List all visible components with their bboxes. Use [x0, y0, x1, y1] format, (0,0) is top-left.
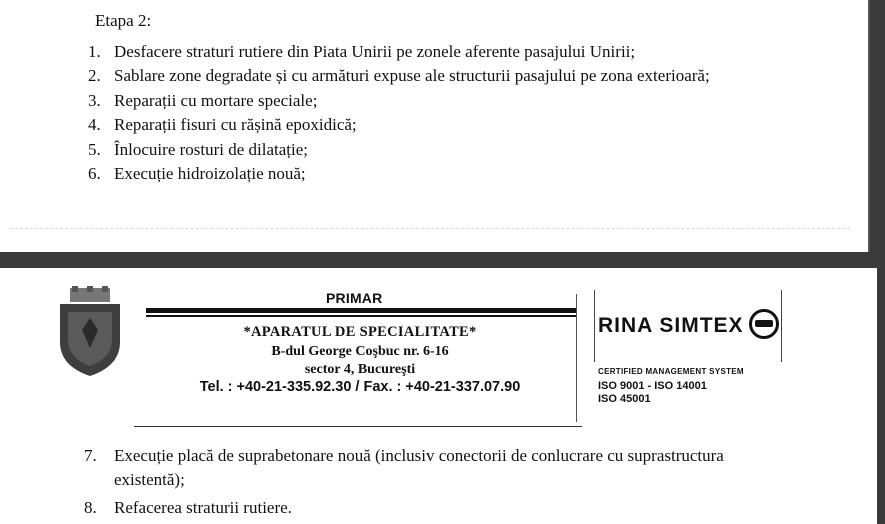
item-number: 7. [84, 446, 97, 465]
rina-simtex-logo: RINA SIMTEX [598, 314, 744, 337]
item-text: Execuție placă de suprabetonare nouă (inclusiv conectorii de conlucrare cu suprastructura existentă); [114, 446, 724, 489]
iso-standards: ISO 9001 - ISO 14001 [598, 380, 707, 392]
item-text: Sablare zone degradate și cu armături expuse ale structurii pasajului pe zona exterioară; [114, 66, 710, 86]
section-heading: Etapa 2: [95, 11, 152, 30]
item-text: Reparații fisuri cu rășină epoxidică; [114, 115, 357, 135]
certification-label: CERTIFIED MANAGEMENT SYSTEM [598, 367, 744, 376]
header-rule [146, 315, 576, 317]
list-item [88, 138, 710, 162]
address-line: B-dul George Coşbuc nr. 6-16 [271, 344, 449, 359]
item-text: Execuție hidroizolație nouă; [114, 163, 306, 183]
item-number: 1. [88, 42, 101, 61]
divider [576, 294, 577, 422]
list-item [84, 496, 784, 520]
list-item [84, 444, 784, 492]
org-name: *APARATUL DE SPECIALITATE* [243, 324, 477, 340]
list-item [88, 162, 710, 186]
contact-line: Tel. : +40-21-335.92.30 / Fax. : +40-21-337.07.90 [199, 379, 521, 395]
iso-standards: ISO 45001 [598, 393, 651, 405]
item-text: Desfacere straturi rutiere din Piata Unirii pe zonele aferente pasajului Unirii; [114, 42, 636, 61]
item-text: Înlocuire rosturi de dilatație; [114, 139, 309, 159]
scan-artifact [10, 228, 850, 231]
page-edge [868, 0, 870, 252]
header-rule [146, 308, 576, 313]
list-item [88, 113, 710, 137]
rina-emblem-icon [749, 309, 779, 339]
document-page-2 [0, 268, 877, 524]
item-number: 8. [84, 498, 97, 517]
header-bottom-rule [134, 426, 582, 427]
letterhead-title: PRIMAR [326, 290, 383, 306]
sector-line: sector 4, Bucureşti [304, 362, 416, 377]
item-number: 5. [88, 139, 101, 159]
item-number: 2. [88, 66, 101, 86]
item-number: 6. [88, 163, 101, 183]
item-number: 4. [88, 115, 101, 135]
item-text: Reparații cu mortare speciale; [114, 90, 318, 110]
task-list [88, 40, 710, 186]
list-item [88, 89, 710, 113]
list-item [88, 40, 710, 64]
item-text: Refacerea straturii rutiere. [114, 498, 292, 517]
item-number: 3. [88, 90, 101, 110]
coat-of-arms-icon [54, 286, 126, 378]
list-item [88, 64, 710, 88]
document-page-1 [0, 0, 870, 252]
task-list [84, 444, 784, 520]
